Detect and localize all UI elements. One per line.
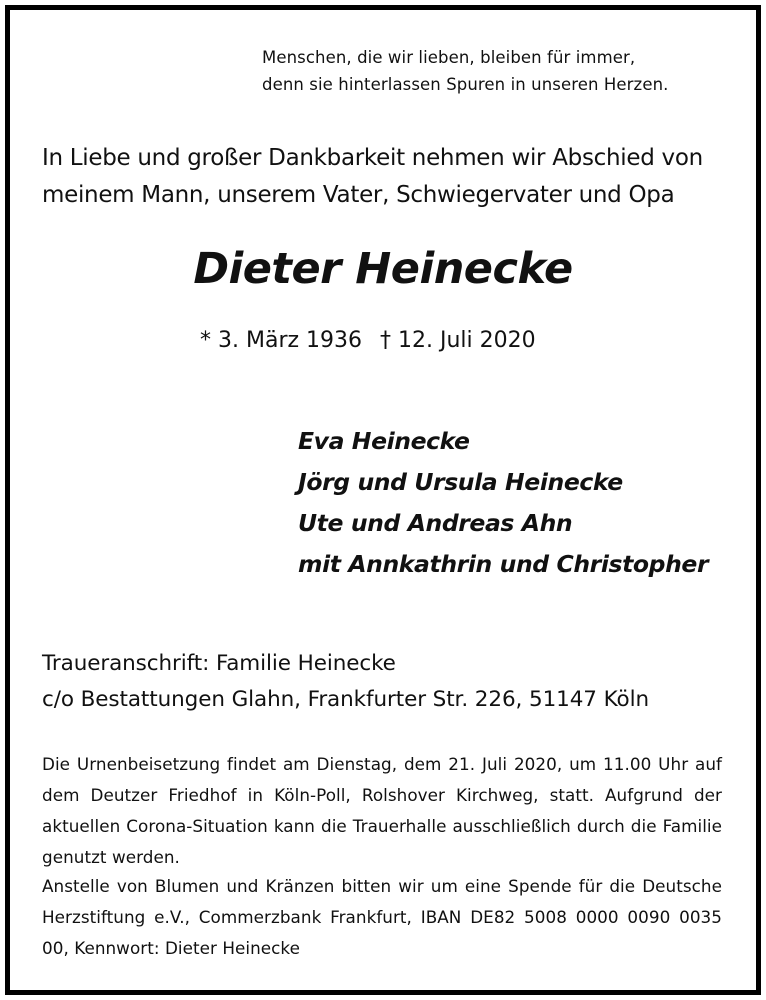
- family-member: Jörg und Ursula Heinecke: [298, 468, 623, 496]
- donation-notice: Anstelle von Blumen und Kränzen bitten wir um eine Spende für die Deutsche Herzstiftung e.V., Commerzbank Frankfurt, IBAN DE82 5008 0000 0090 0035 00, Kennwort: Dieter Heinecke: [42, 876, 722, 958]
- family-member: Eva Heinecke: [298, 427, 470, 455]
- life-dates: [200, 323, 536, 359]
- burial-notice: Die Urnenbeisetzung findet am Dienstag, dem 21. Juli 2020, um 11.00 Uhr auf dem Deutzer Friedhof in Köln-Poll, Rolshover Kirchweg, statt. Aufgrund der aktuellen Corona-Situation kann die Trauerhalle ausschließlich durch die Familie genutzt werden.: [42, 754, 722, 867]
- intro-line: meinem Mann, unserem Vater, Schwiegervater und Opa: [42, 182, 675, 208]
- family-member: mit Annkathrin und Christopher: [298, 550, 709, 578]
- family-member: Ute und Andreas Ahn: [298, 509, 573, 537]
- motto-line: Menschen, die wir lieben, bleiben für immer,: [262, 48, 636, 67]
- deceased-name: Dieter Heinecke: [193, 244, 573, 294]
- motto-verse: [262, 44, 668, 98]
- address-line: Traueranschrift: Familie Heinecke: [42, 651, 396, 676]
- death-date: † 12. Juli 2020: [380, 328, 536, 353]
- intro-line: In Liebe und großer Dankbarkeit nehmen wir Abschied von: [42, 145, 703, 171]
- birth-date: * 3. März 1936: [200, 328, 363, 353]
- farewell-intro: [42, 140, 703, 214]
- address-line: c/o Bestattungen Glahn, Frankfurter Str. 226, 51147 Köln: [42, 687, 650, 712]
- mourning-family-list: [298, 421, 708, 585]
- mourning-address: [42, 646, 649, 718]
- motto-line: denn sie hinterlassen Spuren in unseren Herzen.: [262, 75, 669, 94]
